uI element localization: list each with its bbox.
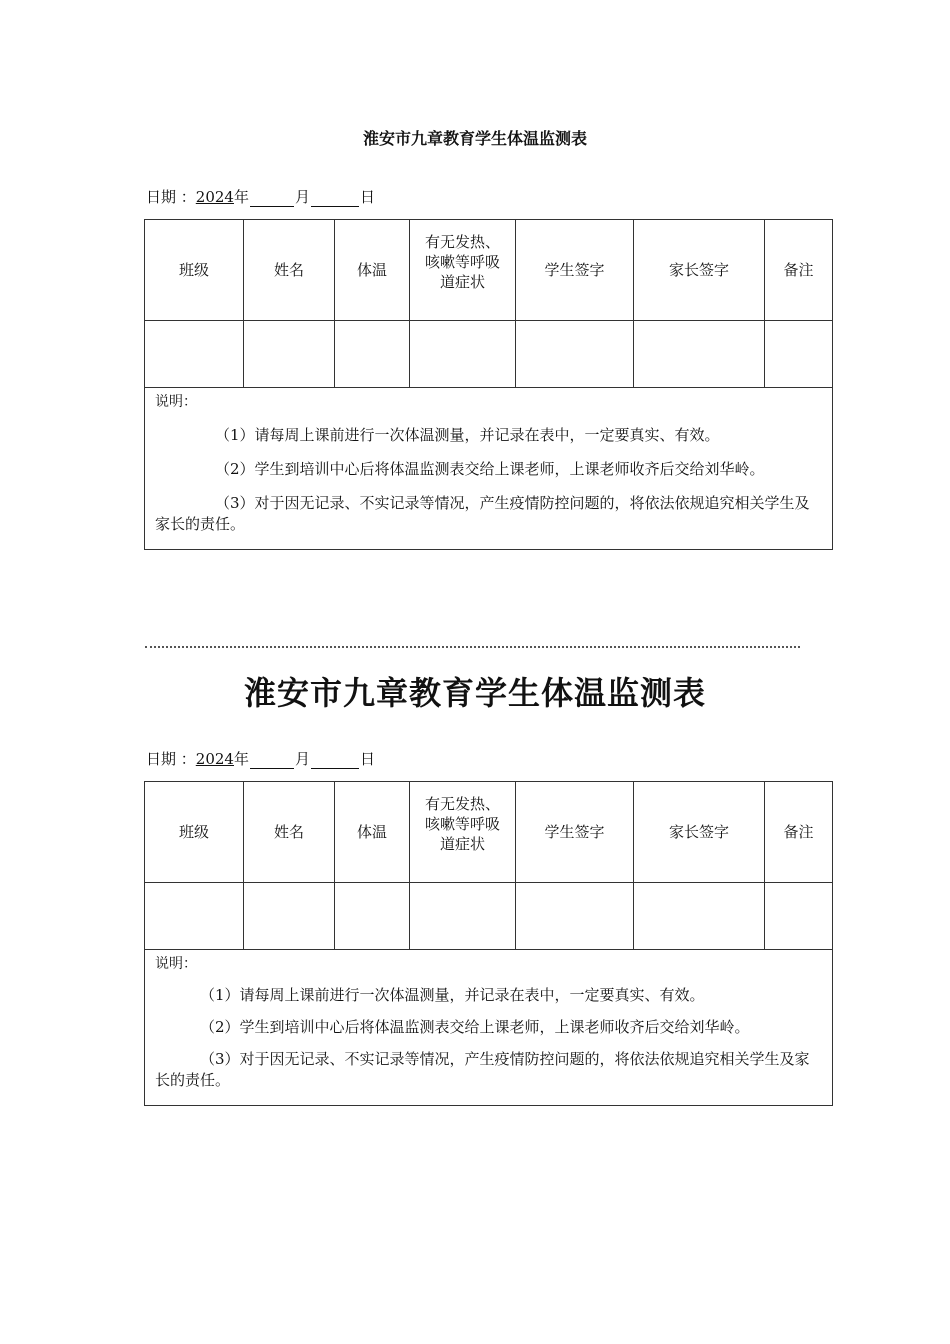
day-blank[interactable] [311,752,359,769]
note-1: （1）请每周上课前进行一次体温测量，并记录在表中，一定要真实、有效。 [200,986,705,1004]
table-row [145,883,833,950]
note-2: （2）学生到培训中心后将体温监测表交给上课老师，上课老师收齐后交给刘华岭。 [200,1018,750,1036]
notes-cell [145,950,833,1106]
table-header-row [145,782,833,883]
month-unit: 月 [294,750,310,768]
header-temperature: 体温 [335,220,410,321]
table-row [145,321,833,388]
header-class: 班级 [145,782,244,883]
day-blank[interactable] [311,190,359,207]
cell-remarks[interactable] [765,321,833,388]
cell-parent-sign[interactable] [634,321,765,388]
month-blank[interactable] [250,752,294,769]
date-year: 2024 [195,750,234,768]
month-unit: 月 [294,188,310,206]
notes-row [145,388,833,550]
form-title: 淮安市九章教育学生体温监测表 [362,129,587,148]
header-temperature: 体温 [335,782,410,883]
cell-remarks[interactable] [765,883,833,950]
header-name: 姓名 [244,220,335,321]
notes-label: 说明： [155,956,197,972]
cell-name[interactable] [244,321,335,388]
header-symptoms: 有无发热、 咳嗽等呼吸 道症状 [410,782,516,883]
cell-temperature[interactable] [335,883,410,950]
cell-name[interactable] [244,883,335,950]
cell-symptoms[interactable] [410,321,516,388]
cell-student-sign[interactable] [516,883,634,950]
cell-symptoms[interactable] [410,883,516,950]
monitor-table [144,781,833,1106]
header-student-sign: 学生签字 [516,782,634,883]
year-unit: 年 [233,188,249,206]
monitor-table [144,219,833,550]
year-unit: 年 [233,750,249,768]
note-2: （2）学生到培训中心后将体温监测表交给上课老师，上课老师收齐后交给刘华岭。 [215,460,765,478]
date-label: 日期 ： [146,188,196,206]
date-line [146,748,375,769]
header-remarks: 备注 [765,782,833,883]
date-label: 日期 ： [146,750,196,768]
header-parent-sign: 家长签字 [634,782,765,883]
header-class: 班级 [145,220,244,321]
cell-class[interactable] [145,321,244,388]
date-line [146,186,375,207]
header-remarks: 备注 [765,220,833,321]
header-name: 姓名 [244,782,335,883]
date-year: 2024 [195,188,234,206]
cut-line-divider [145,646,800,648]
header-symptoms: 有无发热、 咳嗽等呼吸 道症状 [410,220,516,321]
cell-parent-sign[interactable] [634,883,765,950]
note-1: （1）请每周上课前进行一次体温测量，并记录在表中，一定要真实、有效。 [215,426,720,444]
cell-student-sign[interactable] [516,321,634,388]
month-blank[interactable] [250,190,294,207]
notes-label: 说明： [155,394,197,410]
table-header-row [145,220,833,321]
note-3: （3）对于因无记录、不实记录等情况，产生疫情防控问题的，将依法依规追究相关学生及家长的责任。 [155,494,810,533]
header-student-sign: 学生签字 [516,220,634,321]
cell-temperature[interactable] [335,321,410,388]
notes-row [145,950,833,1106]
note-3: （3）对于因无记录、不实记录等情况，产生疫情防控问题的，将依法依规追究相关学生及家长的责任。 [155,1050,810,1089]
notes-cell [145,388,833,550]
cell-class[interactable] [145,883,244,950]
day-unit: 日 [360,188,376,206]
header-parent-sign: 家长签字 [634,220,765,321]
day-unit: 日 [360,750,376,768]
form-title: 淮安市九章教育学生体温监测表 [243,674,706,712]
